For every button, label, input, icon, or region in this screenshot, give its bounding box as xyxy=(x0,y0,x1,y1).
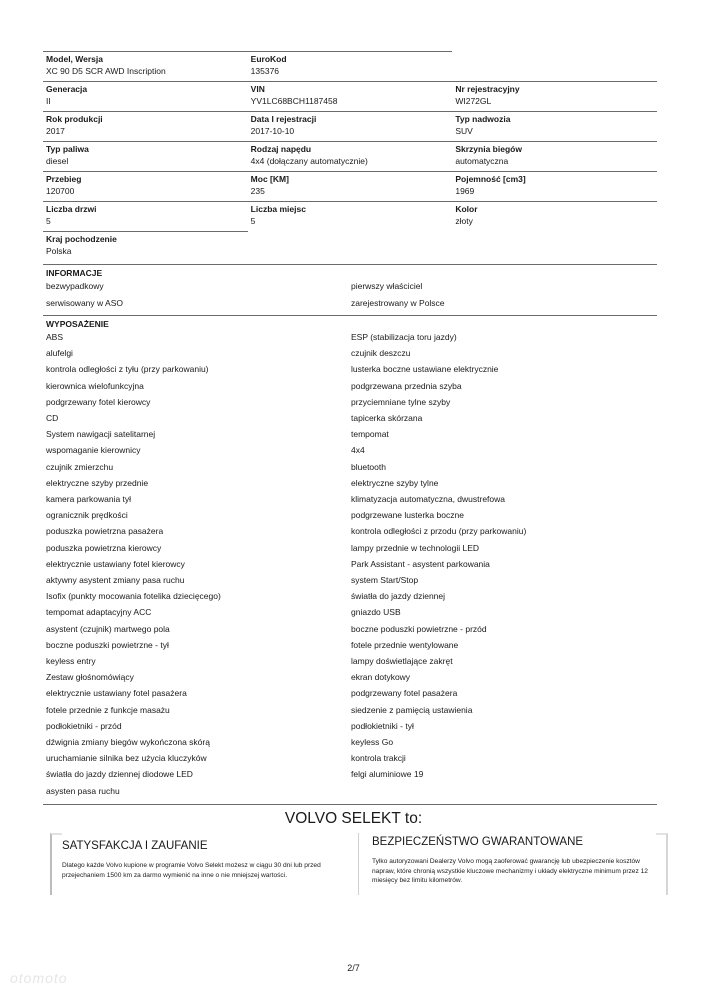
list-item: keyless entry xyxy=(46,656,96,666)
promo-heading-safety: BEZPIECZEŃSTWO GWARANTOWANE xyxy=(372,836,584,848)
list-item: system Start/Stop xyxy=(351,575,419,585)
spec-label: Przebieg xyxy=(46,174,82,184)
spec-value: 4x4 (dołączany automatycznie) xyxy=(250,156,368,166)
spec-label: Skrzynia biegów xyxy=(455,144,522,154)
spec-cell-empty xyxy=(452,231,657,261)
list-item: uruchamianie silnika bez użycia kluczyków xyxy=(46,753,207,764)
list-item: tapicerka skórzana xyxy=(351,413,423,423)
spec-row xyxy=(43,111,657,141)
spec-cell xyxy=(452,201,657,231)
spec-cell xyxy=(452,81,657,111)
spec-value: diesel xyxy=(46,156,69,166)
spec-cell xyxy=(43,81,248,111)
list-item: kamera parkowania tył xyxy=(46,494,132,504)
spec-label: Typ nadwozia xyxy=(455,114,511,124)
spec-cell xyxy=(43,111,248,141)
spec-cell xyxy=(248,81,453,111)
spec-cell xyxy=(43,141,248,171)
spec-label: Liczba drzwi xyxy=(46,204,97,214)
list-item: keyless Go xyxy=(351,737,394,747)
list-item: przyciemniane tylne szyby xyxy=(351,396,451,407)
spec-row xyxy=(43,51,657,81)
spec-cell xyxy=(248,51,453,81)
list-item: czujnik deszczu xyxy=(351,348,411,359)
spec-label: Moc [KM] xyxy=(250,174,289,184)
spec-row xyxy=(43,231,657,261)
spec-value: II xyxy=(46,96,51,106)
list-item: 4x4 xyxy=(351,445,365,456)
list-item: ogranicznik prędkości xyxy=(46,510,128,521)
spec-cell-empty xyxy=(248,231,453,261)
spec-label: Model, Wersja xyxy=(46,54,103,64)
spec-value: YV1LC68BCH1187458 xyxy=(250,96,338,106)
spec-label: Liczba miejsc xyxy=(250,204,306,214)
spec-row xyxy=(43,201,657,231)
spec-cell xyxy=(452,171,657,201)
list-item: boczne poduszki powietrzne - tył xyxy=(46,639,169,650)
list-item: bezwypadkowy xyxy=(46,281,104,291)
page-number: 2/7 xyxy=(347,963,360,973)
list-item: światła do jazdy dziennej diodowe LED xyxy=(46,769,193,780)
list-item: bluetooth xyxy=(351,461,386,472)
list-item: światła do jazdy dziennej xyxy=(351,591,446,602)
spec-value: złoty xyxy=(455,216,473,226)
spec-value: 235 xyxy=(250,186,265,196)
list-item: podgrzewana przednia szyba xyxy=(351,380,462,391)
list-item: podłokietniki - przód xyxy=(46,720,122,731)
spec-value: 5 xyxy=(46,216,51,226)
list-item: podgrzewane lusterka boczne xyxy=(351,510,464,521)
spec-row xyxy=(43,81,657,111)
list-item: klimatyzacja automatyczna, dwustrefowa xyxy=(351,494,506,504)
information-section xyxy=(43,264,657,314)
list-item: poduszka powietrzna kierowcy xyxy=(46,542,162,553)
list-item: Isofix (punkty mocowania fotelika dziecięcego) xyxy=(46,591,221,602)
vehicle-spec-grid xyxy=(43,51,657,261)
spec-cell xyxy=(248,111,453,141)
spec-value: 135376 xyxy=(250,66,280,76)
spec-cell xyxy=(248,141,453,171)
spec-label: Kraj pochodzenie xyxy=(46,234,117,244)
list-item: alufelgi xyxy=(46,348,73,359)
list-item: elektryczne szyby tylne xyxy=(351,477,439,488)
spec-cell xyxy=(43,51,248,81)
list-item: pierwszy właściciel xyxy=(351,281,423,291)
list-item: ESP (stabilizacja toru jazdy) xyxy=(351,332,457,342)
spec-label: Kolor xyxy=(455,204,478,214)
spec-label: Data I rejestracji xyxy=(250,114,317,124)
list-item: czujnik zmierzchu xyxy=(46,461,114,472)
spec-label: Rok produkcji xyxy=(46,114,103,124)
promo-text-safety: Tylko autoryzowani Dealerzy Volvo mogą zaoferować gwarancję lub ubezpieczenie kosztów napraw, które chronią wszystkie kluczowe mechanizmy i układy elektryczne minimum przez 12 miesięcy bez limitu kilometrów. xyxy=(372,858,648,884)
spec-value: 1969 xyxy=(455,186,475,196)
spec-value: Polska xyxy=(46,246,72,256)
list-item: podgrzewany fotel kierowcy xyxy=(46,396,151,407)
list-item: CD xyxy=(46,413,59,423)
spec-cell xyxy=(248,201,453,231)
list-item: dźwignia zmiany biegów wykończona skórą xyxy=(46,737,210,747)
list-item: kontrola odległości z przodu (przy parkowaniu) xyxy=(351,526,527,537)
list-item: lampy przednie w technologii LED xyxy=(351,542,480,553)
list-item: serwisowany w ASO xyxy=(46,298,123,308)
list-item: fotele przednie wentylowane xyxy=(351,639,459,650)
list-item: aktywny asystent zmiany pasa ruchu xyxy=(46,575,185,585)
spec-label: EuroKod xyxy=(250,54,287,64)
spec-label: VIN xyxy=(250,84,265,94)
list-item: lampy doświetlające zakręt xyxy=(351,656,453,666)
list-item: kontrola odległości z tyłu (przy parkowaniu) xyxy=(46,364,209,375)
watermark: otomoto xyxy=(10,970,68,986)
promo-heading-satisfaction: SATYSFAKCJA I ZAUFANIE xyxy=(62,840,208,852)
spec-row xyxy=(43,141,657,171)
spec-value: XC 90 D5 SCR AWD Inscription xyxy=(46,66,166,76)
spec-label: Typ paliwa xyxy=(46,144,89,154)
equipment-section xyxy=(43,315,657,804)
equipment-bottom-rule xyxy=(43,804,657,805)
promo-box-satisfaction xyxy=(50,833,356,895)
promo-box-frame xyxy=(50,833,62,895)
list-item: elektrycznie ustawiany fotel kierowcy xyxy=(46,558,185,569)
list-item: felgi aluminiowe 19 xyxy=(351,769,424,780)
list-item: tempomat adaptacyjny ACC xyxy=(46,607,152,618)
list-item: podłokietniki - tył xyxy=(351,720,414,731)
list-item: asysten pasa ruchu xyxy=(46,785,120,796)
promo-divider xyxy=(358,833,359,895)
list-item: podgrzewany fotel pasażera xyxy=(351,688,458,699)
spec-row xyxy=(43,171,657,201)
list-item: System nawigacji satelitarnej xyxy=(46,429,156,440)
list-item: zarejestrowany w Polsce xyxy=(351,298,445,308)
promo-title: VOLVO SELEKT to: xyxy=(284,810,423,827)
equipment-title: WYPOSAŻENIE xyxy=(46,319,109,329)
list-item: fotele przednie z funkcje masażu xyxy=(46,704,170,715)
promo-text-satisfaction: Dlatego każde Volvo kupione w programie Volvo Selekt możesz w ciągu 30 dni lub przed przejechaniem 1500 km za darmo wymienić na inne o nie mniejszej wartości. xyxy=(62,862,321,879)
spec-value: WI272GL xyxy=(455,96,492,106)
list-item: kontrola trakcji xyxy=(351,753,406,764)
list-item: ekran dotykowy xyxy=(351,672,411,683)
spec-cell-empty xyxy=(452,51,657,81)
list-item: ABS xyxy=(46,332,64,342)
promo-box-safety xyxy=(362,833,668,895)
spec-cell xyxy=(248,171,453,201)
spec-value: 2017 xyxy=(46,126,65,136)
list-item: elektrycznie ustawiany fotel pasażera xyxy=(46,688,187,699)
list-item: wspomaganie kierownicy xyxy=(46,445,141,456)
spec-value: 5 xyxy=(250,216,256,226)
list-item: siedzenie z pamięcią ustawienia xyxy=(351,704,473,715)
spec-cell xyxy=(452,141,657,171)
list-item: poduszka powietrzna pasażera xyxy=(46,526,164,537)
spec-cell xyxy=(43,171,248,201)
spec-value: 120700 xyxy=(46,186,75,196)
spec-value: 2017-10-10 xyxy=(250,126,295,136)
spec-label: Rodzaj napędu xyxy=(250,144,312,154)
list-item: elektryczne szyby przednie xyxy=(46,477,149,488)
spec-label: Pojemność [cm3] xyxy=(455,174,526,184)
spec-label: Nr rejestracyjny xyxy=(455,84,520,94)
spec-value: SUV xyxy=(455,126,473,136)
list-item: Park Assistant - asystent parkowania xyxy=(351,558,490,569)
list-item: Zestaw głośnomówiący xyxy=(46,672,134,683)
spec-label: Generacja xyxy=(46,84,88,94)
list-item: tempomat xyxy=(351,429,389,440)
spec-cell xyxy=(43,201,248,231)
list-item: kierownica wielofunkcyjna xyxy=(46,380,144,391)
information-title: INFORMACJE xyxy=(46,268,103,278)
list-item: boczne poduszki powietrzne - przód xyxy=(351,623,487,634)
spec-value: automatyczna xyxy=(455,156,509,166)
list-item: asystent (czujnik) martwego pola xyxy=(46,623,170,634)
spec-cell xyxy=(452,111,657,141)
list-item: gniazdo USB xyxy=(351,607,401,618)
list-item: lusterka boczne ustawiane elektrycznie xyxy=(351,364,499,375)
spec-cell xyxy=(43,231,248,261)
